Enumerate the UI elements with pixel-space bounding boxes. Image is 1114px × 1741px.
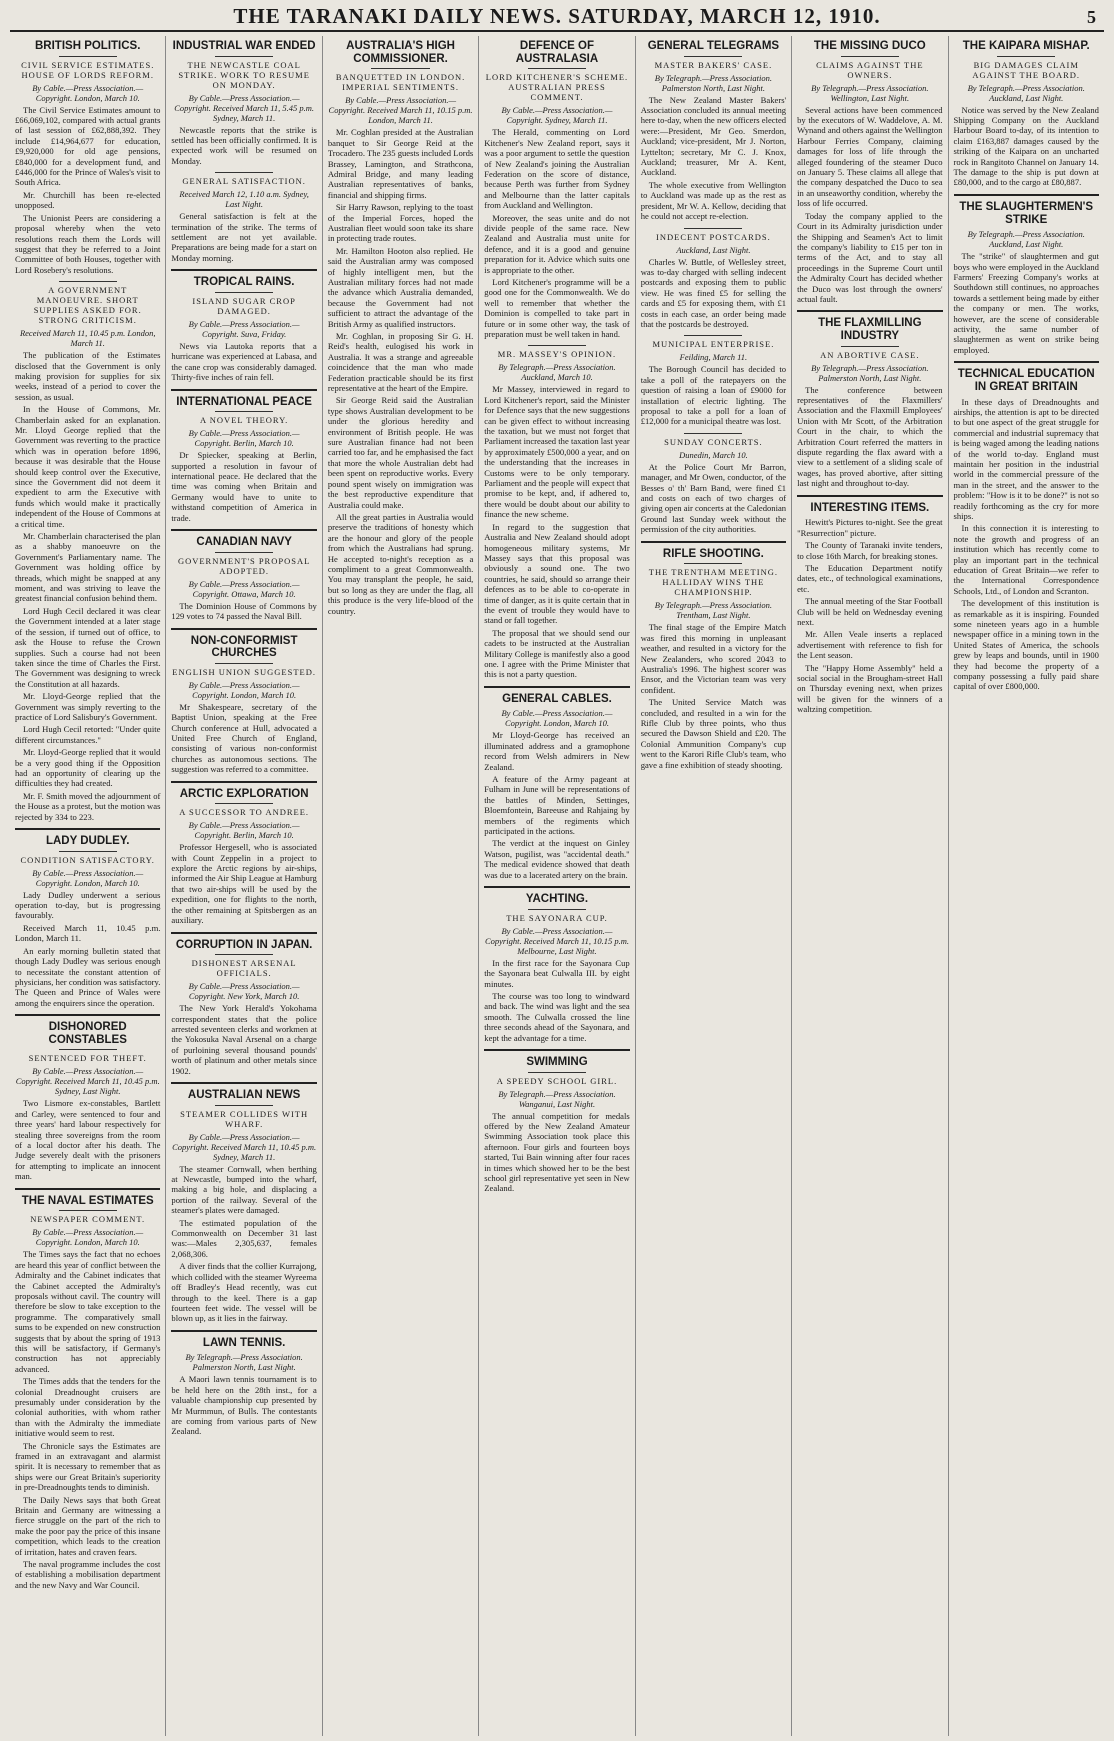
dateline: Dunedin, March 10.	[679, 449, 748, 460]
paragraph: Mr. Churchill has been re-elected unopposed.	[15, 189, 161, 211]
paragraph: Sir Harry Rawson, replying to the toast of the Imperial Forces, hoped the Australian fleet would soon take its share in protecting trade routes.	[327, 202, 474, 244]
headline: THE SLAUGHTERMEN'S STRIKE	[959, 200, 1094, 226]
rule	[684, 335, 742, 336]
paragraph: Mr Massey, interviewed in regard to Lord Kitchener's report, said the Minister for Defence says that the new suggestions can be given effect to without increasing the taxation, but we must not forget that Parliament increased the taxation last year by approximately £500,000 a year, and on the understanding that the increases in Customs were to be only temporary. Parliament and the people will expect that promise to be kept, and, if adhered to, there would be doubt about our ability to finance the new scheme.	[484, 384, 630, 520]
paragraph: In this connection it is interesting to note the growth and progress of an institution which has recently come to play an important part in the technical education of Great Britain—we refer to the International Correspondence Schools, Ltd., of London and Scranton.	[953, 523, 1099, 596]
article	[171, 40, 316, 166]
subheadline: THE NEWCASTLE COAL STRIKE. WORK TO RESUME ON MONDAY.	[178, 59, 310, 90]
rule	[684, 563, 742, 564]
column-divider	[15, 1014, 160, 1016]
dateline: By Cable.—Press Association.—Copyright. Received March 11, 10.15 p.m. Melbourne, Last Night.	[484, 925, 629, 956]
headline: SWIMMING	[526, 1056, 588, 1068]
rule	[528, 1072, 586, 1073]
headline: ARCTIC EXPLORATION	[179, 787, 309, 800]
paragraph: An early morning bulletin stated that though Lady Dudley was serious enough to necessitate the constant attention of physicians, her condition was satisfactory. The Queen and Prince of Wales were among the enquirers since the operation.	[15, 945, 161, 1008]
paragraph: Mr. F. Smith moved the adjournment of the House as a protest, but the motion was rejected by 334 to 223.	[15, 790, 161, 822]
subheadline: AN ABORTIVE CASE.	[820, 349, 920, 360]
subheadline: BANQUETTED IN LONDON. IMPERIAL SENTIMENTS.	[335, 72, 466, 93]
article	[641, 40, 786, 222]
dateline: By Cable.—Press Association.—Copyright. London, March 10.	[188, 679, 300, 700]
columns	[10, 36, 1104, 1736]
paragraph: General satisfaction is felt at the termination of the strike. The terms of settlement are not yet available. Preparations are being made for a start on Monday morning.	[171, 211, 317, 263]
headline: INDUSTRIAL WAR ENDED	[172, 40, 316, 52]
dateline: Received March 11, 10.45 p.m. London, March 11.	[19, 328, 156, 349]
headline: RIFLE SHOOTING.	[662, 547, 764, 560]
dateline: By Cable.—Press Association.—Copyright. Received March 11, 5.45 p.m. Sydney, March 11.	[174, 92, 314, 123]
dateline: Received March 12, 1.10 a.m. Sydney, Last Night.	[179, 189, 309, 210]
article	[15, 40, 160, 275]
subheadline: A SUCCESSOR TO ANDREE.	[179, 807, 310, 818]
subheadline: CONDITION SATISFACTORY.	[20, 854, 155, 865]
paragraph: The Education Department notify dates, etc., of technological examinations, etc.	[797, 562, 943, 594]
paragraph: A Maori lawn tennis tournament is to be held here on the 28th inst., for a valuable championship cup presented by Mr Murmmun, of Bulls. The contestants are coming from various parts of New Zealand.	[171, 1374, 317, 1437]
headline: GENERAL CABLES.	[502, 692, 612, 705]
rule	[59, 851, 117, 852]
paragraph: In the House of Commons, Mr. Chamberlain asked for an explanation. Mr. Lloyd George replied that the Government was reverting to the practice which was in operation before 1896, because it was desirable that the House should keep control over the Executive, since the Government did not deem it expedient to arm the Executive with funds which would make it practically independent of the House of Commons at a critical time.	[15, 404, 161, 529]
page-number: 5	[1087, 7, 1096, 27]
paragraph: The whole executive from Wellington to Auckland was made up as the rest as president, Mr W. A. Kellow, deciding that he could not accept re-election.	[640, 179, 787, 222]
paragraph: In regard to the suggestion that Australia and New Zealand should adopt homogeneous military systems, Mr Massey says that this proposal was obviously a sound one. The two countries, he said, should so arrange their defences as to be able to co-operate in time of danger, as it is quite certain that in the event of trouble they would have to stand or fall together.	[484, 521, 630, 626]
rule	[215, 803, 273, 804]
subheadline: A NOVEL THEORY.	[199, 415, 289, 426]
article	[484, 686, 629, 880]
article	[484, 886, 629, 1043]
headline: YACHTING.	[525, 893, 589, 906]
column-divider	[15, 828, 160, 830]
article	[15, 1188, 160, 1591]
paragraph: Mr. Coghlan, in proposing Sir G. H. Reid's health, eulogised his work in Australia. It was a strange and agreeable coincidence that the man who made Federation practicable should be its first representative at the heart of the Empire.	[327, 331, 474, 394]
subheadline: ISLAND SUGAR CROP DAMAGED.	[192, 295, 296, 316]
article	[954, 194, 1099, 355]
rule	[215, 954, 273, 955]
paragraph: In the first race for the Sayonara Cup the Sayonara beat Culwalla III. by eight minutes.	[484, 957, 630, 989]
masthead-title: THE TARANAKI DAILY NEWS. SATURDAY, MARCH 12, 1910.	[233, 4, 881, 28]
article	[797, 495, 942, 715]
paragraph: The Herald, commenting on Lord Kitchener's New Zealand report, says it was a poor argument to settle the question of New Zealand's joining the Australian Federation on the score of distance, because Perth was further from Sydney and Melbourne than the latter capitals from Auckland and Wellington.	[484, 127, 630, 211]
dateline: Feilding, March 11.	[679, 352, 748, 363]
subheadline: SUNDAY CONCERTS.	[664, 436, 763, 447]
subheadline: BIG DAMAGES CLAIM AGAINST THE BOARD.	[972, 59, 1081, 80]
paragraph: A feature of the Army pageant at Fulham in June will be representations of the battles of Minden, Settinges, Bloemfontein, Bareeuse and Rahjaing by members of the regiments which participated in the actions.	[484, 774, 630, 837]
article	[797, 40, 942, 304]
subheadline: A GOVERNMENT MANOEUVRE. SHORT SUPPLIES ASKED FOR. STRONG CRITICISM.	[33, 285, 142, 326]
article	[171, 1082, 316, 1324]
article	[15, 828, 160, 1008]
column-divider	[954, 361, 1099, 363]
column-divider	[484, 1049, 629, 1051]
subheadline: INDECENT POSTCARDS.	[656, 231, 771, 242]
headline: GENERAL TELEGRAMS	[647, 40, 780, 52]
headline: DISHONORED CONSTABLES	[48, 1021, 127, 1046]
dateline: By Telegraph.—Press Association. Palmerston North, Last Night.	[811, 362, 929, 383]
rule	[371, 68, 429, 69]
column-2	[166, 36, 322, 1736]
subheadline: GENERAL SATISFACTION.	[182, 176, 306, 187]
dateline: By Cable.—Press Association.—Copyright. London, March 10.	[32, 1227, 144, 1248]
article	[641, 228, 786, 330]
rule	[684, 433, 742, 434]
dateline: By Telegraph.—Press Association. Wellington, Last Night.	[811, 82, 929, 103]
rule	[215, 552, 273, 553]
rule	[59, 1210, 117, 1211]
column-4	[479, 36, 635, 1736]
headline: LAWN TENNIS.	[202, 1336, 286, 1349]
column-divider	[171, 781, 316, 783]
rule	[215, 172, 273, 173]
paragraph: The conference between representatives of the Flaxmillers' Association and the Flaxmill Employees' Union with Mr Scott, of the Arbitration Court in the chair, to which the Arbitration Court referred the matters in dispute regarding the flax award with a view to a settlement of a sliding scale of wages, has proved abortive, after sitting last night and throughout to-day.	[797, 384, 943, 489]
paragraph: The New Zealand Master Bakers' Association concluded its annual meeting here to-day, when the new officers elected were:—President, Mr Geo. Smerdon, Auckland; vice-president, Mr J. Norton, Lyttelton; secretary, Mr C. J. Knox, Auckland; treasurer, Mr A. Kent, Auckland.	[640, 94, 787, 178]
headline: TROPICAL RAINS.	[193, 276, 295, 289]
rule	[528, 68, 586, 69]
subheadline: GOVERNMENT'S PROPOSAL ADOPTED.	[177, 555, 311, 576]
paragraph: The course was too long to windward and back. The wind was light and the sea smooth. The Culwalla crossed the line three seconds ahead of the Sayonara, and kept the advantage for a time.	[484, 990, 630, 1043]
paragraph: The publication of the Estimates disclosed that the Government is only making provision for supplies for six weeks, instead of a period to cover the session, as usual.	[15, 350, 161, 402]
paragraph: All the great parties in Australia would preserve the traditions of honesty which are the honour and glory of the people from which the Australians had sprung. He accepted to-night's reception as a compliment to a great Commonwealth. You may transplant the people, he said, but so long as they are under the flag, all this produce is the very life-blood of the country.	[327, 511, 474, 616]
paragraph: Mr. Coghlan presided at the Australian banquet to Sir George Reid at the Trocadero. The 235 guests included Lords Brassey, Lamington, and Strathcona, Admiral Bridge, and many leading Australian representatives of banks, financial and shipping firms.	[327, 127, 474, 200]
article	[15, 1014, 160, 1182]
subheadline: LORD KITCHENER'S SCHEME. AUSTRALIAN PRESS COMMENT.	[485, 72, 629, 103]
paragraph: The development of this institution is as remarkable as it is inspiring. Founded some nineteen years ago in a humble newspaper office in a mining town in the United States of America, the schools grew by leaps and bounds, until in 1900 they had become the property of a company possessing a fully paid share capital of over £800,000.	[953, 598, 1099, 692]
paragraph: Newcastle reports that the strike is settled has been officially confirmed. It is expected work will be resumed on Monday.	[171, 124, 317, 166]
column-divider	[484, 686, 629, 688]
rule	[59, 56, 117, 57]
article	[171, 529, 316, 621]
paragraph: The Unionist Peers are considering a proposal whereby when the veto resolutions reach them the Lords will suggest that they be referred to a Joint Committee of both Houses, together with Lord Rosebery's resolutions.	[15, 212, 161, 275]
paragraph: The final stage of the Empire Match was fired this morning in unpleasant weather, and resulted in a victory for the New Zealanders, who scored 2043 to Australia's 1996. The highest scorer was Ensor, and the Victorian team was very confident.	[640, 622, 787, 695]
headline: BRITISH POLITICS.	[35, 40, 141, 52]
paragraph: Mr. Hamilton Hooton also replied. He said the Australian army was composed of highly intelligent men, but the Australian military forces had not made the advance which Australia demanded, because the Government had not sufficient to attract the advantage of the British Army as qualified instructors.	[327, 245, 474, 329]
dateline: By Cable.—Press Association.—Copyright. London, March 10.	[32, 867, 144, 888]
column-1	[10, 36, 166, 1736]
paragraph: Lord Hugh Cecil declared it was clear the Government intended at a later stage of the session, if turned out of office, to ask the House to refuse the Crown supplies. Such a course had not been taken since the time of Charles the First. The Government was designing to wreck the Constitution at all hazards.	[15, 605, 161, 689]
paragraph: At the Police Court Mr Barron, manager, and Mr Owen, conductor, of the Besses o' th' Barn Band, were fined £1 and costs on each of two charges of giving open air concerts at the Caledonian Ground last Sunday week without the permission of the city authorities.	[640, 461, 787, 535]
column-7	[949, 36, 1104, 1736]
headline: TECHNICAL EDUCATION IN GREAT BRITAIN	[957, 368, 1095, 393]
paragraph: The "strike" of slaughtermen and gut boys who were employed in the Auckland Farmers' Freezing Company's works at Southdown still continues, no approaches towards a settlement being made by either the company or men. The works, however, are the scene of considerable activity, the same number of slaughtermen as went on strike being employed.	[953, 251, 1099, 355]
article	[171, 781, 316, 926]
paragraph: The annual competition for medals offered by the New Zealand Amateur Swimming Association took place this afternoon. Four girls and fourteen boys started, Tui Bain winning after four races in times which showed her to be the best school girl representative yet seen in New Zealand.	[484, 1110, 630, 1194]
article	[171, 172, 316, 263]
paragraph: The naval programme includes the cost of establishing a mobilisation department and the new Navy and War Council.	[15, 1559, 161, 1590]
paragraph: The New York Herald's Yokohama correspondent states that the police arrested seventeen clerks and workmen at the Yokosuka Naval Arsenal on a charge of purloining several thousand pounds' worth of platinum and other metals since 1902.	[171, 1003, 317, 1076]
dateline: By Telegraph.—Press Association. Palmerston North, Last Night.	[185, 1352, 303, 1373]
column-divider	[171, 269, 316, 271]
paragraph: Moreover, the seas unite and do not divide people of the same race. New Zealand and Australia must unite for defence, and it is a good and genuine preparation for it. Advice which suits one is appropriate to the other.	[484, 212, 630, 275]
paragraph: A diver finds that the collier Kurrajong, which collided with the steamer Wyreema off Bradley's Head recently, was cut through to the keel. There is a gap fourteen feet wide. The vessel will be blown up, as it lies in the fairway.	[171, 1261, 317, 1324]
dateline: By Telegraph.—Press Association. Auckland, March 10.	[498, 362, 616, 383]
column-5	[636, 36, 792, 1736]
column-divider	[171, 628, 316, 630]
article	[484, 40, 629, 339]
paragraph: Mr Shakespeare, secretary of the Baptist Union, speaking at the Free Church conference at Hull, advocated a United Free Church of England, consisting of various non-conformist churches as autonomous sections. The suggestion was referred to a committee.	[171, 701, 317, 775]
rule	[997, 56, 1055, 57]
dateline: By Cable.—Press Association.—Copyright. London, March 10.	[501, 708, 613, 729]
paragraph: The steamer Cornwall, when berthing at Newcastle, bumped into the wharf, making a big hole, and displacing a portion of the railway. Several of the steamer's plates were damaged.	[171, 1163, 317, 1216]
subheadline: SENTENCED FOR THEFT.	[28, 1053, 147, 1064]
article	[484, 345, 629, 679]
subheadline: MUNICIPAL ENTERPRISE.	[652, 339, 775, 350]
paragraph: In these days of Dreadnoughts and airships, the attention is apt to be directed to but one aspect of the great struggle for commercial and industrial supremacy that is being waged among the leading nations of the world to-day. England must maintain her position in the industrial world in the commercial pressure of the man in the street, and the answer to the problem: "How is it to be done?" is not so readily forthcoming as the cry for more ships.	[953, 396, 1099, 521]
paragraph: Mr. Lloyd-George replied that the Government was simply reverting to the practice of Lord Salisbury's Government.	[15, 691, 161, 722]
rule	[684, 56, 742, 57]
column-divider	[171, 1082, 316, 1084]
paragraph: The Times adds that the tenders for the colonial Dreadnought cruisers are presumably under consideration by the colonial authorities, with whom rather than with the Admiralty the immediate initiative would seem to rest.	[15, 1376, 161, 1439]
headline: AUSTRALIA'S HIGH COMMISSIONER.	[346, 40, 455, 65]
dateline: By Telegraph.—Press Association. Trentham, Last Night.	[654, 600, 773, 621]
article	[171, 389, 316, 523]
article	[641, 541, 786, 770]
subheadline: NEWSPAPER COMMENT.	[30, 1214, 146, 1225]
dateline: By Cable.—Press Association.—Copyright. New York, March 10.	[188, 981, 300, 1002]
article	[171, 269, 316, 382]
dateline: By Cable.—Press Association.—Copyright. London, March 10.	[32, 82, 144, 103]
paragraph: Mr Lloyd-George has received an illuminated address and a gramophone record from Welsh admirers in New Zealand.	[484, 730, 630, 772]
headline: INTERESTING ITEMS.	[810, 501, 930, 514]
article	[171, 1330, 316, 1437]
article	[954, 361, 1099, 692]
dateline: By Cable.—Press Association.—Copyright. Suva, Friday.	[188, 318, 300, 339]
subheadline: STEAMER COLLIDES WITH WHARF.	[180, 1108, 309, 1129]
paragraph: Professor Hergesell, who is associated with Count Zeppelin in a project to explore the Arctic regions by air-ships, informed the Air Ship League at Hamburg that two air-ships will be used by the expedition, one for flights to the north, the other remaining at Spitsbergen as an auxiliary.	[171, 842, 317, 926]
paragraph: Dr Spiecker, speaking at Berlin, supported a resolution in favour of international peace. He declared that the time was coming when Britain and Germany would have to unite to withstand competition of America in trade.	[171, 450, 317, 523]
column-3	[323, 36, 479, 1736]
dateline: By Telegraph.—Press Association. Wanganui, Last Night.	[498, 1088, 616, 1109]
article	[328, 40, 473, 616]
headline: NON-CONFORMIST CHURCHES	[190, 634, 298, 660]
paragraph: The Daily News says that both Great Britain and Germany are witnessing a fierce struggle on the part of the rich to make the poor pay the price of this insane competition, which leads to the creation of irritation, hates and craven fears.	[15, 1494, 161, 1557]
rule	[528, 909, 586, 910]
rule	[59, 281, 117, 282]
paragraph: Several actions have been commenced by the executors of W. Waddelove, A. M. Wynand and others against the Wellington Harbour Ferries Company, claiming damages for loss of life through the alleged foundering of the steamer Duco on January 5. These claims all allege that the company despatched the Duco to sea in an unseaworthy condition, whereby the loss of life occurred.	[797, 104, 943, 209]
headline: AUSTRALIAN NEWS	[187, 1089, 301, 1101]
paragraph: Mr. Allen Veale inserts a replaced advertisement with reference to fish for the Lent season.	[797, 629, 943, 661]
paragraph: News via Lautoka reports that a hurricane was experienced at Labasa, and the cane crop was considerably damaged. Thirty-five inches of rain fell.	[171, 340, 317, 383]
column-divider	[15, 1188, 160, 1190]
paragraph: Today the company applied to the Court in its Admiralty jurisdiction under the Shipping and Seamen's Act to limit the company's liability to £15 per ton in terms of the Act, and to stay all proceedings in the Supreme Court until the Admiralty Court has decided whether the Duco was lost through the owners' actual fault.	[797, 210, 943, 304]
rule	[841, 346, 899, 347]
article	[641, 335, 786, 426]
subheadline: THE TRENTHAM MEETING. HALLIDAY WINS THE CHAMPIONSHIP.	[648, 567, 778, 598]
dateline: Auckland, Last Night.	[676, 244, 751, 255]
rule	[528, 345, 586, 346]
column-divider	[641, 541, 786, 543]
column-divider	[484, 886, 629, 888]
headline: THE NAVAL ESTIMATES	[21, 1194, 154, 1207]
headline: INTERNATIONAL PEACE	[176, 395, 312, 408]
headline: CANADIAN NAVY	[196, 536, 292, 549]
column-divider	[171, 389, 316, 391]
dateline: By Telegraph.—Press Association. Palmerston North, Last Night.	[654, 72, 773, 93]
dateline: By Telegraph.—Press Association. Auckland, Last Night.	[967, 229, 1085, 250]
headline: THE MISSING DUCO	[813, 40, 926, 52]
rule	[215, 663, 273, 664]
subheadline: DISHONEST ARSENAL OFFICIALS.	[191, 958, 297, 979]
column-divider	[171, 932, 316, 934]
paragraph: The Borough Council has decided to take a poll of the ratepayers on the question of raising a loan of £9000 for installation of electric lighting. The proposal to take a poll for a loan of £12,000 for a municipal theatre was lost.	[640, 364, 787, 427]
subheadline: CLAIMS AGAINST THE OWNERS.	[816, 59, 924, 80]
subheadline: MR. MASSEY'S OPINION.	[497, 349, 617, 360]
article	[171, 628, 316, 775]
paragraph: Mr. Lloyd-George replied that it would be a very good thing if the Opposition had an opportunity of clearing up the difficulties they had created.	[15, 747, 161, 789]
paragraph: The Dominion House of Commons by 129 votes to 74 passed the Naval Bill.	[171, 600, 317, 622]
subheadline: A SPEEDY SCHOOL GIRL.	[496, 1075, 618, 1086]
subheadline: CIVIL SERVICE ESTIMATES. HOUSE OF LORDS REFORM.	[21, 59, 155, 80]
paragraph: The Civil Service Estimates amount to £66,069,102, compared with actual grants of last session of £62,888,392. They include £14,964,677 for education, £9,920,000 for old age pensions, £840,000 for a development fund, and £446,000 for the Prince of Wales's visit to South Africa.	[15, 104, 161, 188]
dateline: By Cable.—Press Association.—Copyright. Ottawa, March 10.	[188, 578, 300, 599]
dateline: By Telegraph.—Press Association. Auckland, Last Night.	[967, 82, 1085, 103]
paragraph: The "Happy Home Assembly" held a social social in the Brougham-street Hall on Thursday evening next, when prizes will be given for the winners of a waltzing competition.	[797, 662, 943, 715]
subheadline: MASTER BAKERS' CASE.	[654, 59, 773, 70]
paragraph: The United Service Match was concluded, and resulted in a win for the Rifle Club by three points, who thus secured the Dawson Shield and £20. The Colonial Ammunition Company's cup went to the Karori Rifle Club's team, who gave a fine exhibition of steady shooting.	[640, 697, 787, 770]
paragraph: Received March 11, 10.45 p.m. London, March 11.	[15, 922, 161, 944]
paragraph: Charles W. Buttle, of Wellesley street, was to-day charged with selling indecent postcards and exposing them to public view. He was fined £5 for selling the cards and £5 for exposing them, with £1 costs in each case, an order being made that the postcards be destroyed.	[640, 256, 787, 329]
dateline: By Cable.—Press Association.—Copyright. Sydney, March 11.	[501, 105, 613, 126]
rule	[684, 228, 742, 229]
headline: CORRUPTION IN JAPAN.	[175, 938, 313, 951]
paragraph: The Times says the fact that no echoes are heard this year of conflict between the Admiralty and the Cabinet indicates that the Cabinet accepted the Admiralty's proposals without cavil. The country will therefore be slow to take exception to the programme. The comparatively small sums to be expended on new construction suggests that by about the spring of 1913 this will be satisfactory, if Germany's construction has not appreciably advanced.	[15, 1249, 161, 1374]
paragraph: The annual meeting of the Star Football Club will be held on Wednesday evening next.	[797, 596, 943, 627]
article	[484, 1049, 629, 1194]
dateline: By Cable.—Press Association.—Copyright. Received March 11, 10.45 p.m. Sydney, Last Night.	[15, 1066, 160, 1097]
column-divider	[171, 1330, 316, 1332]
rule	[841, 56, 899, 57]
paragraph: The County of Taranaki invite tenders, to close 16th March, for breaking stones.	[797, 540, 943, 561]
headline: DEFENCE OF AUSTRALASIA	[515, 40, 599, 65]
article	[15, 281, 160, 822]
article	[954, 40, 1099, 188]
paragraph: Lady Dudley underwent a serious operation to-day, but is progressing favourably.	[15, 889, 161, 921]
subheadline: ENGLISH UNION SUGGESTED.	[172, 666, 316, 677]
paragraph: The Chronicle says the Estimates are framed in an extravagant and alarmist spirit. It is necessary to remember that as ships were our Great Britain's superiority in pre-Dreadnoughts tends to diminish.	[15, 1440, 161, 1493]
headline: LADY DUDLEY.	[45, 835, 130, 848]
paragraph: Hewitt's Pictures to-night. See the great "Resurrection" picture.	[797, 517, 943, 538]
paragraph: Lord Kitchener's programme will be a good one for the Commonwealth. We do well to remember that whether the Dominion is compelled to take part in future or in some other way, the task of preparation must be well taken in hand.	[484, 276, 630, 339]
rule	[59, 1049, 117, 1050]
column-divider	[171, 529, 316, 531]
column-divider	[954, 194, 1099, 196]
rule	[215, 56, 273, 57]
dateline: By Cable.—Press Association.—Copyright. Berlin, March 10.	[188, 820, 300, 841]
paragraph: The estimated population of the Commonwealth on December 31 last was:—Males 2,305,637, females 2,068,306.	[171, 1217, 317, 1259]
column-divider	[797, 310, 942, 312]
dateline: By Cable.—Press Association.—Copyright. Berlin, March 10.	[188, 428, 300, 449]
rule	[215, 1105, 273, 1106]
dateline: By Cable.—Press Association.—Copyright. Received March 11, 10.15 p.m. London, March 11.	[328, 95, 473, 126]
rule	[215, 292, 273, 293]
column-divider	[797, 495, 942, 497]
rule	[215, 411, 273, 412]
article	[171, 932, 316, 1076]
article	[797, 310, 942, 488]
paragraph: Notice was served by the New Zealand Shipping Company on the Auckland Harbour Board to-day, of its intention to claim £163,887 damages caused by the striking of the Kaipara on an uncharted rock in Rangitoto Channel on January 14. The damage to the ship is put down at £80,000, and to the cargo at £80,887.	[953, 104, 1099, 188]
masthead	[10, 4, 1104, 32]
headline: THE KAIPARA MISHAP.	[962, 40, 1090, 52]
subheadline: THE SAYONARA CUP.	[506, 912, 608, 923]
paragraph: The proposal that we should send our cadets to be instructed at the Australian Military College is manifestly also a good one. I agree with the Prime Minister that this is not a party question.	[484, 627, 630, 680]
dateline: By Cable.—Press Association.—Copyright. Received March 11, 10.45 p.m. Sydney, March 11.	[172, 1131, 317, 1162]
paragraph: The verdict at the inquest on Ginley Watson, pugilist, was "accidental death." The medical evidence showed that death was due to a lacerated artery on the brain.	[484, 838, 630, 880]
article	[641, 433, 786, 535]
column-6	[792, 36, 948, 1736]
paragraph: Lord Hugh Cecil retorted: "Under quite different circumstances."	[15, 724, 161, 745]
paragraph: Sir George Reid said the Australian type shows Australian development to be under the glorious heredity and environment of British people. He was sure Australian finance had not been carried too far, and he emphasised the fact that more the whole Australian debt had been spent on reproductive works. Every pound spent wisely on immigration was the best reproductive expenditure that Australia could make.	[327, 395, 474, 510]
paragraph: Mr. Chamberlain characterised the plan as a shabby manoeuvre on the Government's Parliamentary name. The Government was holding office by threads, which might be snapped at any moment, and was striving to leave the greatest financial confusion behind them.	[15, 531, 161, 604]
headline: THE FLAXMILLING INDUSTRY	[818, 317, 922, 342]
paragraph: Two Lismore ex-constables, Bartlett and Carley, were sentenced to four and three years' hard labour respectively for stealing three sovereigns from the room of a local doctor after his death. The Judge severely dealt with the prisoners for attempting to implicate an innocent man.	[15, 1098, 161, 1182]
